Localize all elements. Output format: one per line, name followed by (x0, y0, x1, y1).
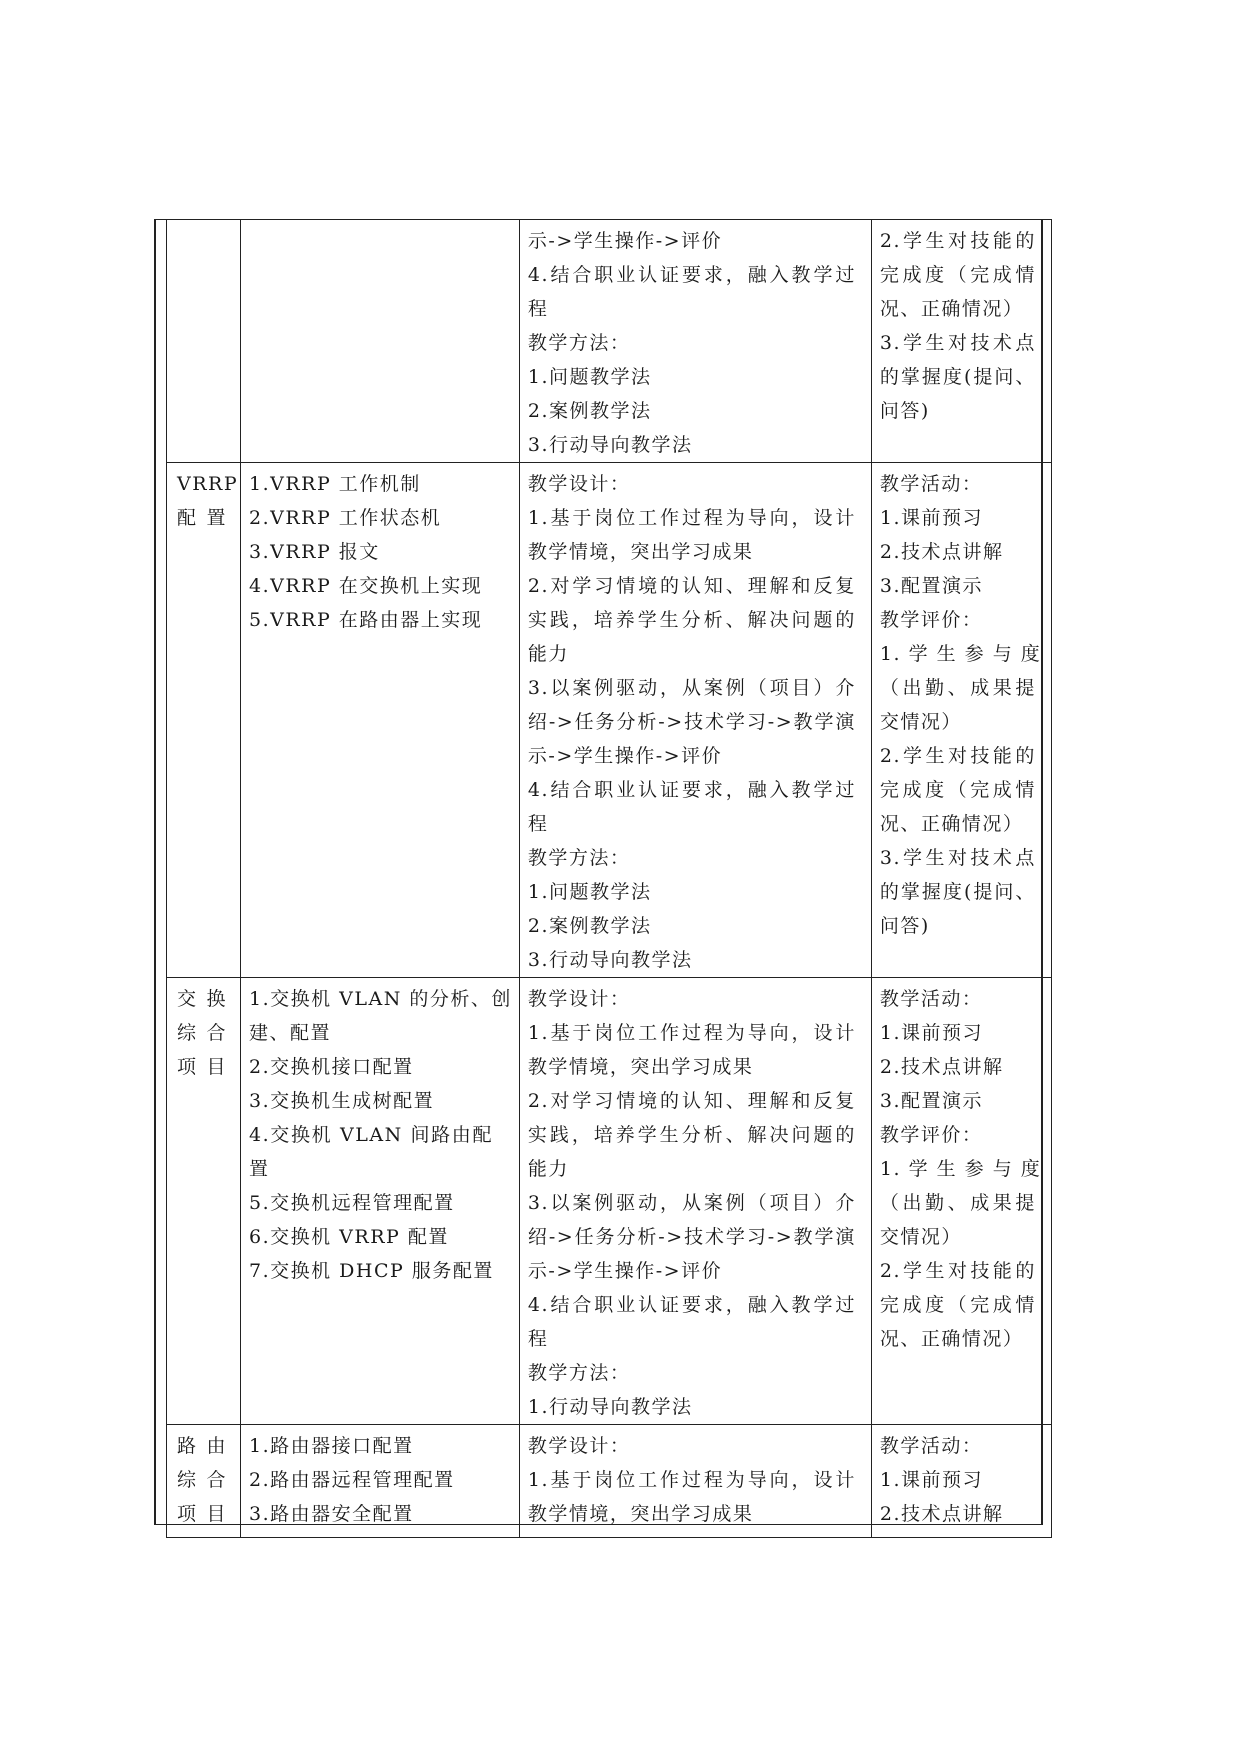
cell-text-line: 完成度（完成情 (879, 779, 1036, 801)
unit-name-cell (167, 1425, 241, 1538)
cell-text-line: 3.以案例驱动，从案例（项目）介 (527, 1192, 856, 1214)
cell-text-line: 2.学生对技能的 (879, 745, 1036, 767)
cell-text-line: 4.结合职业认证要求，融入教学过 (527, 1294, 856, 1316)
cell-text-line: 的掌握度(提问、 (879, 366, 1036, 388)
cell-text-line: 示->学生操作->评价 (527, 1260, 723, 1282)
cell-text-line: 程 (527, 298, 549, 320)
cell-text-line: 1.问题教学法 (527, 366, 652, 388)
cell-text-line: 能力 (527, 643, 569, 665)
evaluation-cell (871, 220, 1051, 463)
cell-text-line: 绍->任务分析->技术学习->教学演 (527, 711, 856, 733)
content-cell (241, 463, 520, 978)
cell-text-line: 教学设计： (527, 1435, 631, 1457)
cell-text-line: 交情况） (879, 1226, 962, 1248)
cell-text-line: 置 (249, 1158, 270, 1180)
cell-text-line: 教学活动： (879, 473, 983, 495)
cell-text-line: 2.对学习情境的认知、理解和反复 (527, 575, 856, 597)
cell-text-line: 4.结合职业认证要求，融入教学过 (527, 264, 856, 286)
cell-text-line: 2.技术点讲解 (879, 1503, 1004, 1525)
cell-text-line: 教学情境，突出学习成果 (527, 541, 754, 563)
cell-text-line: 2.交换机接口配置 (249, 1056, 414, 1078)
cell-text-line: 教学评价： (879, 1124, 983, 1146)
cell-text-line: 教学方法： (527, 847, 631, 869)
cell-text-line: 1.基于岗位工作过程为导向，设计 (527, 1469, 856, 1491)
cell-text-line: 况、正确情况） (879, 298, 1024, 320)
cell-text-line: 示->学生操作->评价 (527, 745, 723, 767)
cell-text-line: 综合 (177, 1469, 227, 1491)
cell-text-line: 示->学生操作->评价 (527, 230, 723, 252)
cell-text-line: 3.路由器安全配置 (249, 1503, 414, 1525)
cell-text-line: 建、配置 (249, 1022, 332, 1044)
cell-text-line: 教学方法： (527, 1362, 631, 1384)
cell-text-line: 3.配置演示 (879, 575, 984, 597)
teaching-design-cell (519, 463, 871, 978)
cell-text-line: 能力 (527, 1158, 569, 1180)
cell-text-line: 教学设计： (527, 473, 631, 495)
table-row (167, 978, 1052, 1425)
cell-text-line: 4.交换机 VLAN 间路由配 (249, 1124, 493, 1146)
cell-text-line: 5.VRRP 在路由器上实现 (249, 609, 483, 631)
cell-text-line: 教学活动： (879, 988, 983, 1010)
cell-text-line: 2.学生对技能的 (879, 1260, 1036, 1282)
cell-text-line: 2.路由器远程管理配置 (249, 1469, 455, 1491)
cell-text-line: 2.技术点讲解 (879, 541, 1004, 563)
cell-text-line: （出勤、成果提 (879, 677, 1036, 699)
evaluation-cell (871, 463, 1051, 978)
unit-name-cell (167, 978, 241, 1425)
cell-text-line: 3.以案例驱动，从案例（项目）介 (527, 677, 856, 699)
cell-text-line: 况、正确情况） (879, 1328, 1024, 1350)
cell-text-line: 程 (527, 813, 549, 835)
course-content-table (166, 219, 1052, 1538)
cell-text-line: 3.行动导向教学法 (527, 434, 693, 456)
cell-text-line: 的掌握度(提问、 (879, 881, 1036, 903)
cell-text-line: 1.交换机 VLAN 的分析、创 (249, 988, 512, 1010)
cell-text-line: 3.学生对技术点 (879, 332, 1036, 354)
table-row (167, 1425, 1052, 1538)
cell-text-line: 1.VRRP 工作机制 (249, 473, 421, 495)
cell-text-line: 3.配置演示 (879, 1090, 984, 1112)
cell-text-line: 配置 (177, 507, 227, 529)
evaluation-cell (871, 978, 1051, 1425)
cell-text-line: 1.问题教学法 (527, 881, 652, 903)
cell-text-line: 教学设计： (527, 988, 631, 1010)
cell-text-line: 1.基于岗位工作过程为导向，设计 (527, 1022, 856, 1044)
cell-text-line: 实践，培养学生分析、解决问题的 (527, 1124, 856, 1146)
cell-text-line: 项目 (177, 1056, 227, 1078)
cell-text-line: 2.VRRP 工作状态机 (249, 507, 442, 529)
teaching-design-cell (519, 978, 871, 1425)
cell-text-line: 1.课前预习 (879, 507, 984, 529)
cell-text-line: 1. 学 生 参 与 度 (879, 643, 1042, 665)
table-row (167, 463, 1052, 978)
cell-text-line: 2.技术点讲解 (879, 1056, 1004, 1078)
content-cell (241, 978, 520, 1425)
content-cell (241, 1425, 520, 1538)
cell-text-line: 3.学生对技术点 (879, 847, 1036, 869)
cell-text-line: 教学方法： (527, 332, 631, 354)
teaching-design-cell (519, 220, 871, 463)
teaching-design-cell (519, 1425, 871, 1538)
cell-text-line: 况、正确情况） (879, 813, 1024, 835)
cell-text-line: 5.交换机远程管理配置 (249, 1192, 455, 1214)
table-row (167, 220, 1052, 463)
cell-text-line: 项目 (177, 1503, 227, 1525)
cell-text-line: 1.路由器接口配置 (249, 1435, 414, 1457)
cell-text-line: 问答) (879, 915, 930, 937)
cell-text-line: 2.案例教学法 (527, 400, 652, 422)
cell-text-line: 问答) (879, 400, 930, 422)
cell-text-line: （出勤、成果提 (879, 1192, 1036, 1214)
cell-text-line: 2.对学习情境的认知、理解和反复 (527, 1090, 856, 1112)
cell-text-line: 程 (527, 1328, 549, 1350)
cell-text-line: 1.基于岗位工作过程为导向，设计 (527, 507, 856, 529)
cell-text-line: 路由 (177, 1435, 227, 1457)
unit-name-cell (167, 220, 241, 463)
cell-text-line: 实践，培养学生分析、解决问题的 (527, 609, 856, 631)
cell-text-line: 3.VRRP 报文 (249, 541, 380, 563)
cell-text-line: 6.交换机 VRRP 配置 (249, 1226, 449, 1248)
cell-text-line: 7.交换机 DHCP 服务配置 (249, 1260, 494, 1282)
cell-text-line: 交情况） (879, 711, 962, 733)
cell-text-line: 1.课前预习 (879, 1469, 984, 1491)
cell-text-line: 1.课前预习 (879, 1022, 984, 1044)
cell-text-line: 交换 (177, 988, 227, 1010)
evaluation-cell (871, 1425, 1051, 1538)
cell-text-line: 教学情境，突出学习成果 (527, 1503, 754, 1525)
cell-text-line: 1.行动导向教学法 (527, 1396, 693, 1418)
cell-text-line: 4.VRRP 在交换机上实现 (249, 575, 483, 597)
cell-text-line: 综合 (177, 1022, 227, 1044)
unit-name-cell (167, 463, 241, 978)
cell-text-line: 完成度（完成情 (879, 264, 1036, 286)
cell-text-line: VRRP (177, 473, 239, 495)
cell-text-line: 3.行动导向教学法 (527, 949, 693, 971)
cell-text-line: 绍->任务分析->技术学习->教学演 (527, 1226, 856, 1248)
content-cell (241, 220, 520, 463)
cell-text-line: 完成度（完成情 (879, 1294, 1036, 1316)
cell-text-line: 1. 学 生 参 与 度 (879, 1158, 1042, 1180)
cell-text-line: 2.学生对技能的 (879, 230, 1036, 252)
cell-text-line: 教学活动： (879, 1435, 983, 1457)
cell-text-line: 3.交换机生成树配置 (249, 1090, 435, 1112)
cell-text-line: 教学评价： (879, 609, 983, 631)
cell-text-line: 4.结合职业认证要求，融入教学过 (527, 779, 856, 801)
cell-text-line: 教学情境，突出学习成果 (527, 1056, 754, 1078)
cell-text-line: 2.案例教学法 (527, 915, 652, 937)
